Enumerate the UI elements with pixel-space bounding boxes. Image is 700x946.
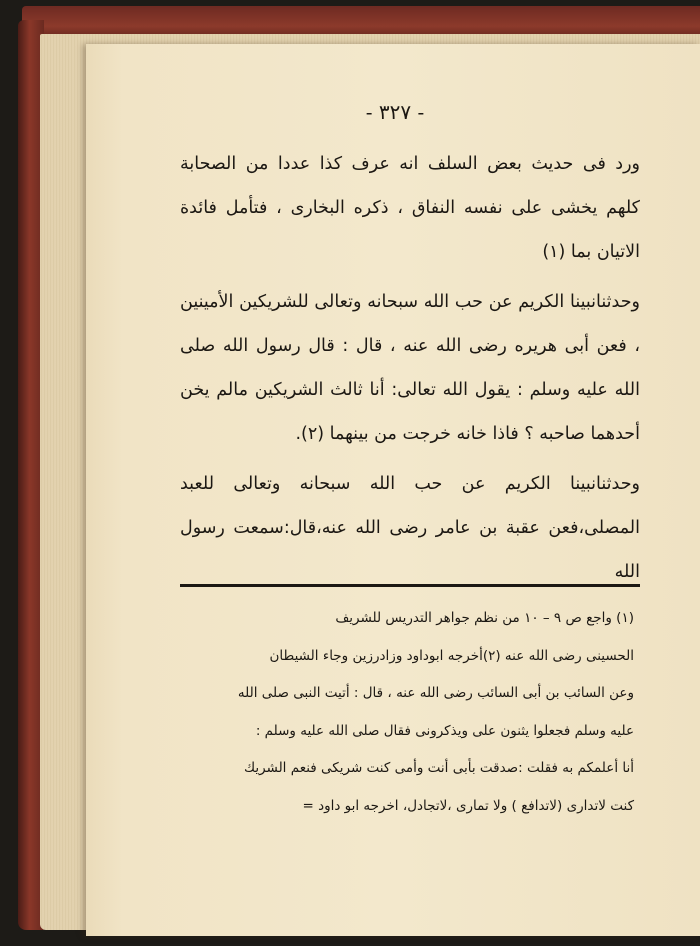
- footnote-line: عليه وسلم فجعلوا يثنون على ويذكرونى فقال صلى الله عليه وسلم :: [255, 722, 634, 739]
- paragraph-2: وحدثنانبينا الكريم عن حب الله سبحانه وتعالى للشريكين الأمينين ، فعن أبى هريره رضى الله عنه ، قال : قال رسول الله صلى الله عليه وسلم : يقول الله تعالى: أنا ثالث الشريكين مالم يخن أحدهما صاحبه ؟ فاذا خانه خرجت من بينهما (٢).: [180, 292, 640, 444]
- footnote-divider: [180, 584, 640, 587]
- page-number: - ٣٢٧ -: [365, 100, 425, 124]
- footnote-line: أنا أعلمكم به فقلت :صدقت بأبى أنت وأمى كنت شريكى فنعم الشريك: [243, 760, 634, 776]
- main-text: [180, 142, 640, 594]
- footnotes: [182, 600, 634, 825]
- footnote-line: الحسينى رضى الله عنه (٢)أخرجه ابوداود وزادرزين وجاء الشيطان: [269, 647, 634, 664]
- paragraph-1: ورد فى حديث بعض السلف انه عرف كذا عددا من الصحابة كلهم يخشى على نفسه النفاق ، ذكره البخارى ، فتأمل فائدة الاتيان بما (١): [180, 154, 640, 262]
- footnote-line: (١) واجع ص ٩ – ١٠ من نظم جواهر التدريس للشريف: [335, 610, 634, 626]
- footnote-line: وعن السائب بن أبى السائب رضى الله عنه ، قال : أتيت النبى صلى الله: [237, 685, 634, 701]
- footnote-line: كنت لاتدارى (لاتدافع ) ولا تمارى ،لاتجادل، اخرجه ابو داود =: [302, 797, 634, 814]
- paragraph-3: وحدثنانبينا الكريم عن حب الله سبحانه وتعالى للعبد المصلى،فعن عقبة بن عامر رضى الله عنه،قال:سمعت رسول الله: [180, 474, 640, 582]
